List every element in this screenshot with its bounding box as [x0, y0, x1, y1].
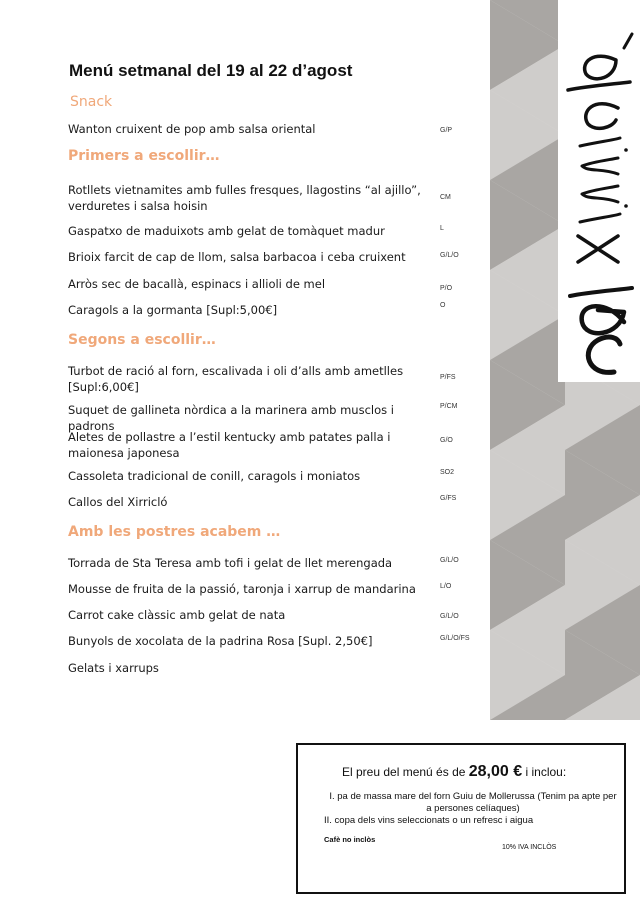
menu-item: Torrada de Sta Teresa amb tofi i gelat de llet merengada — [68, 556, 393, 570]
allergen-code: SO2 — [440, 469, 455, 476]
allergen-code: G/FS — [440, 495, 457, 502]
menu-item: Suquet de gallineta nòrdica a la marinera amb musclos i padrons — [68, 403, 394, 433]
allergen-code: O — [440, 302, 446, 309]
menu-item: Arròs sec de bacallà, espinacs i allioli de mel — [68, 277, 326, 291]
menu-item: Cassoleta tradicional de conill, caragols i moniatos — [68, 469, 361, 483]
allergen-code: G/L/O — [440, 557, 459, 564]
section-heading-segons: Segons a escollir… — [68, 332, 216, 348]
price-intro — [342, 763, 566, 781]
allergen-code: CM — [440, 194, 451, 201]
menu-item: Callos del Xirricló — [68, 495, 168, 509]
menu-item: Wanton cruixent de pop amb salsa oriental — [68, 122, 316, 136]
menu-item: Rotllets vietnamites amb fulles fresques, llagostins “al ajillo”, verduretes i salsa hoisin — [68, 183, 421, 213]
coffee-note: Cafè no inclòs — [324, 835, 376, 844]
section-heading-primers: Primers a escollir… — [68, 148, 220, 164]
allergen-code: L — [440, 225, 444, 232]
allergen-code: P/CM — [440, 403, 458, 410]
allergen-code: G/L/O — [440, 252, 459, 259]
menu-item: Gaspatxo de maduixots amb gelat de tomàquet madur — [68, 224, 385, 238]
menu-price: 28,00 € — [468, 763, 523, 780]
menu-item: Brioix farcit de cap de llom, salsa barbacoa i ceba cruixent — [68, 250, 406, 264]
vat-note: 10% IVA INCLÒS — [502, 844, 557, 851]
menu-item: Gelats i xarrups — [68, 661, 159, 675]
menu-item: Turbot de ració al forn, escalivada i oli d’alls amb ametlles [Supl:6,00€] — [68, 364, 404, 394]
allergen-code: G/P — [440, 127, 453, 134]
allergen-code: L/O — [440, 583, 452, 590]
menu-item: Carrot cake clàssic amb gelat de nata — [68, 608, 286, 622]
price-intro-before: El preu del menú és de — [342, 765, 469, 779]
includes-bread: I. pa de massa mare del forn Guiu de Mollerussa (Tenim pa apte per a persones celíaques) — [329, 791, 617, 814]
allergen-code: G/O — [440, 437, 453, 444]
logo-panel — [558, 0, 640, 382]
price-info-box — [296, 743, 626, 894]
menu-item: Aletes de pollastre a l’estil kentucky amb patates palla i maionesa japonesa — [68, 430, 391, 460]
allergen-code: G/L/O/FS — [440, 635, 470, 642]
allergen-code: G/L/O — [440, 613, 459, 620]
menu-title: Menú setmanal del 19 al 22 d’agost — [69, 61, 353, 80]
menu-item: Mousse de fruita de la passió, taronja i xarrup de mandarina — [68, 582, 416, 596]
allergen-code: P/FS — [440, 374, 456, 381]
price-intro-after: i inclou: — [522, 765, 567, 779]
allergen-code: P/O — [440, 285, 453, 292]
includes-drink: II. copa dels vins seleccionats o un refresc i aigua — [324, 815, 534, 826]
section-heading-snack: Snack — [70, 94, 113, 110]
section-heading-postres: Amb les postres acabem … — [68, 524, 281, 540]
menu-item: Caragols a la gormanta [Supl:5,00€] — [68, 303, 278, 317]
menu-item: Bunyols de xocolata de la padrina Rosa [Supl. 2,50€] — [68, 634, 373, 648]
brand-logo — [558, 0, 640, 382]
